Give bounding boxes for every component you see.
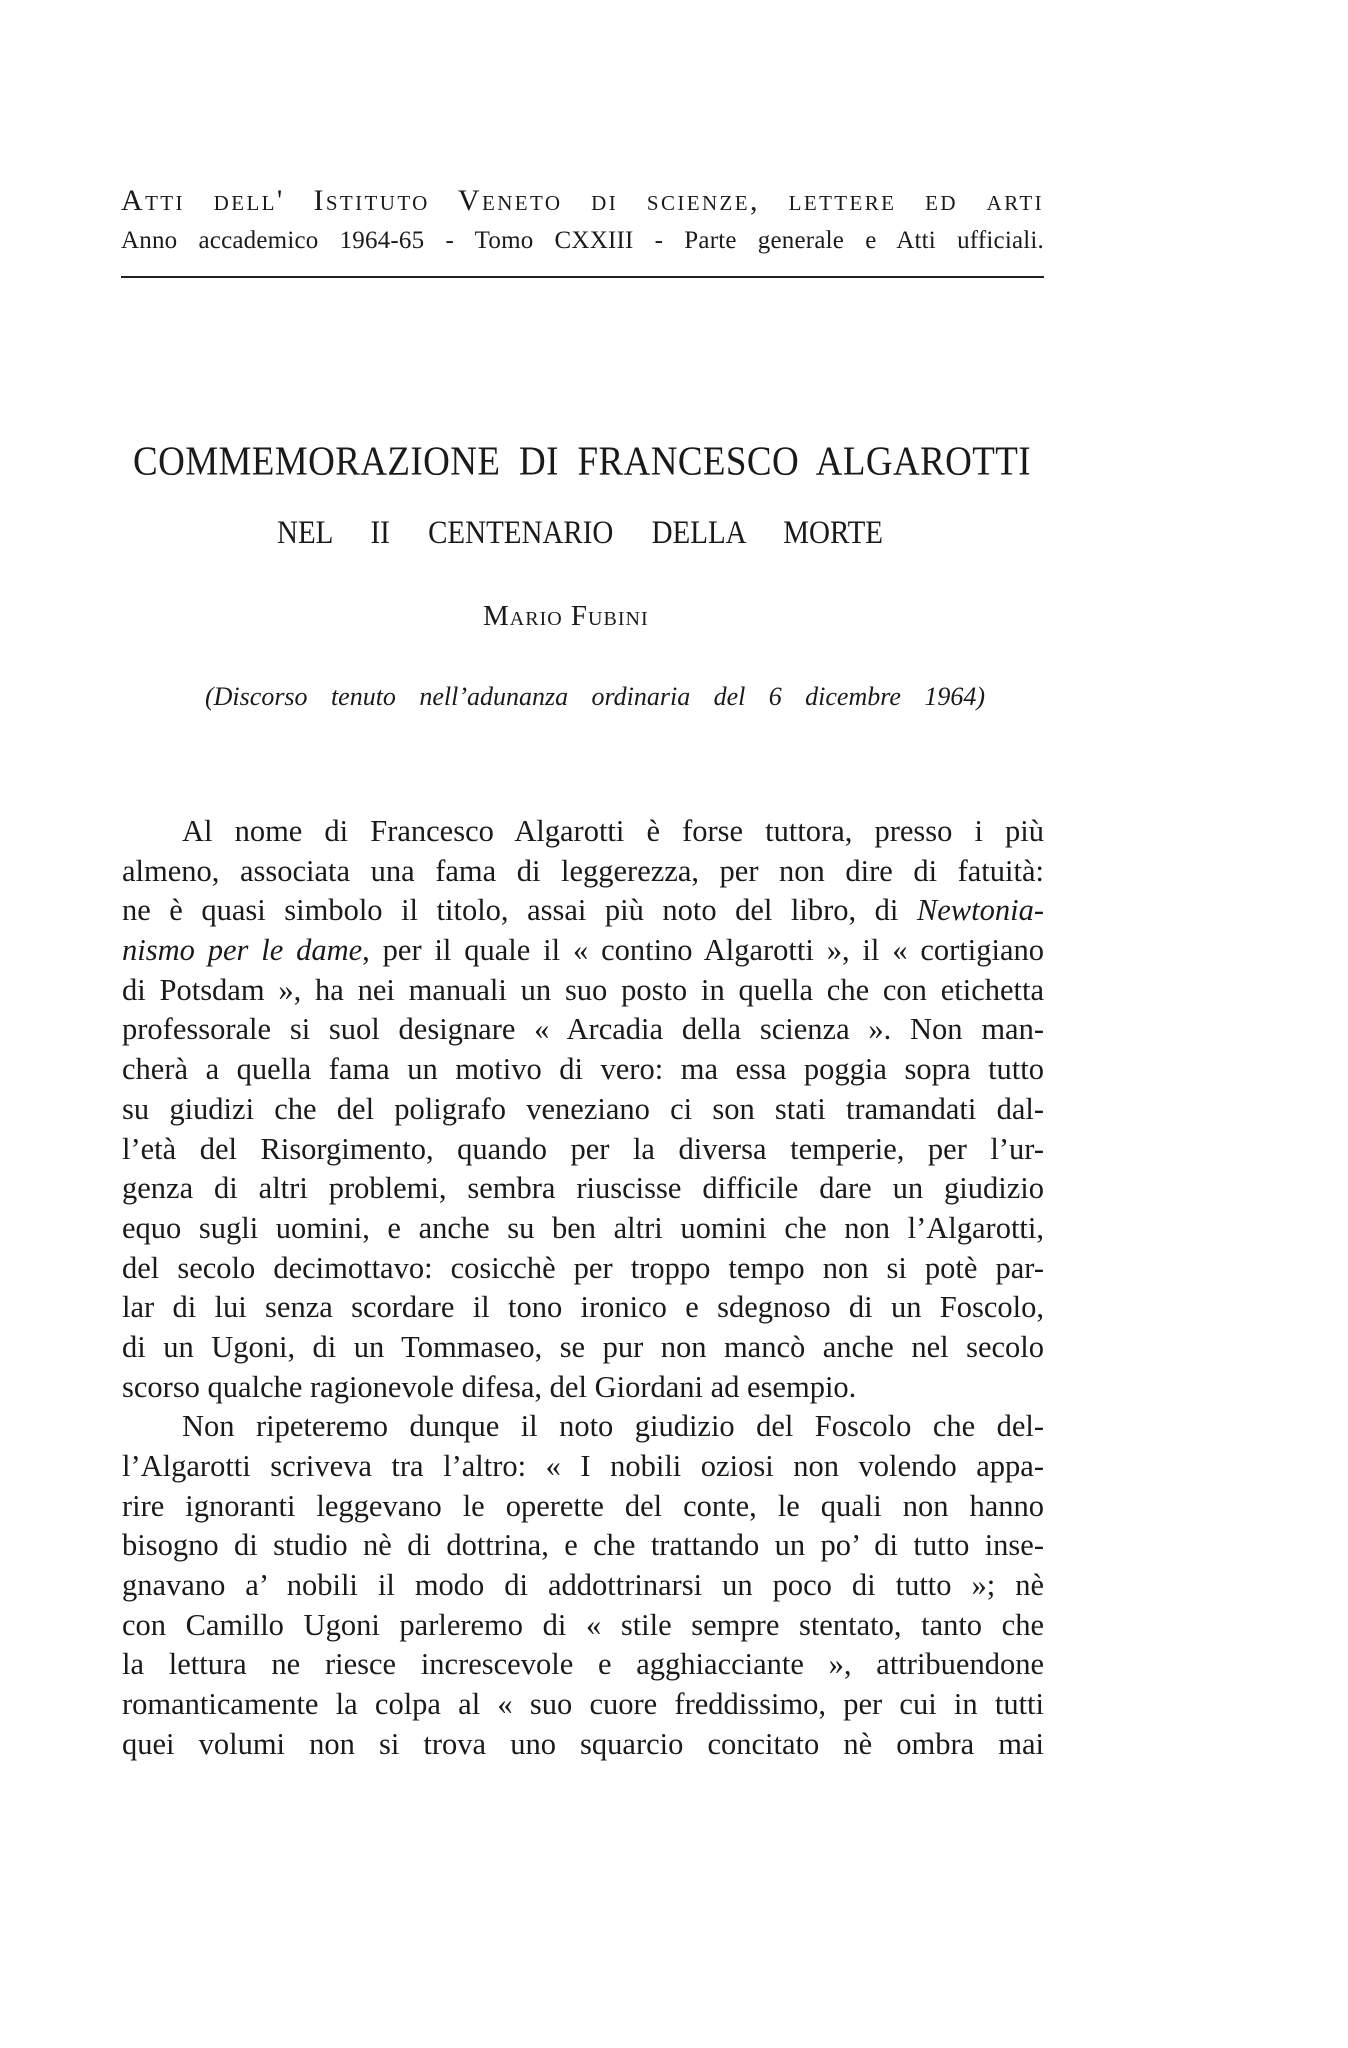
article-author: Mario Fubini (483, 600, 649, 632)
body-line: Al nome di Francesco Algarotti è forse tuttora, presso i più (182, 814, 1044, 848)
body-line: bisogno di studio nè di dottrina, e che trattando un po’ di tutto inse- (122, 1528, 1044, 1563)
journal-title: Atti dell' Istituto Veneto di scienze, lettere ed arti (121, 184, 1044, 217)
body-line: rire ignoranti leggevano le operette del conte, le quali non hanno (122, 1488, 1044, 1523)
body-line: scorso qualche ragionevole difesa, del Giordani ad esempio. (122, 1369, 857, 1404)
body-line: l’età del Risorgimento, quando per la diversa temperie, per l’ur- (122, 1131, 1044, 1166)
body-line: la lettura ne riesce increscevole e agghiacciante », attribuendone (122, 1647, 1044, 1682)
body-line: su giudizi che del poligrafo veneziano ci son stati tramandati dal- (122, 1091, 1044, 1126)
article-subtitle: NEL II CENTENARIO DELLA MORTE (277, 515, 883, 551)
body-line: quei volumi non si trova uno squarcio concitato nè ombra mai (122, 1726, 1044, 1761)
body-line: con Camillo Ugoni parleremo di « stile sempre stentato, tanto che (122, 1607, 1044, 1642)
body-line: l’Algarotti scriveva tra l’altro: « I nobili oziosi non volendo appa- (122, 1449, 1044, 1483)
body-line (122, 931, 1044, 971)
body-line: Non ripeteremo dunque il noto giudizio del Foscolo che del- (182, 1409, 1044, 1444)
body-line: cherà a quella fama un motivo di vero: ma essa poggia sopra tutto (122, 1052, 1044, 1087)
body-line: gnavano a’ nobili il modo di addottrinarsi un poco di tutto »; nè (122, 1568, 1044, 1603)
article-title: COMMEMORAZIONE DI FRANCESCO ALGAROTTI (133, 438, 1031, 485)
body-line: equo sugli uomini, e anche su ben altri uomini che non l’Algarotti, (122, 1210, 1044, 1245)
body-line: almeno, associata una fama di leggerezza, per non dire di fatuità: (122, 853, 1044, 888)
body-line: genza di altri problemi, sembra riuscisse difficile dare un giudizio (122, 1171, 1044, 1206)
journal-issue-line: Anno accademico 1964-65 - Tomo CXXIII - Parte generale e Atti ufficiali. (121, 227, 1044, 254)
body-text-fragment: ne è quasi simbolo il titolo, assai più noto del libro, di (122, 893, 917, 928)
body-line: romanticamente la colpa al « suo cuore freddissimo, per cui in tutti (122, 1687, 1044, 1722)
body-line: lar di lui senza scordare il tono ironico e sdegnoso di un Foscolo, (122, 1290, 1044, 1325)
running-head (121, 184, 1044, 256)
book-title-italic: nismo per le dame (122, 933, 363, 968)
body-line: di Potsdam », ha nei manuali un suo posto in quella che con etichetta (122, 972, 1044, 1007)
body-line: del secolo decimottavo: cosicchè per troppo tempo non si potè par- (122, 1250, 1044, 1285)
body-line: di un Ugoni, di un Tommaseo, se pur non mancò anche nel secolo (122, 1329, 1044, 1364)
article-body (122, 812, 1044, 1765)
article-occasion-note: (Discorso tenuto nell’adunanza ordinaria del 6 dicembre 1964) (205, 682, 985, 711)
book-title-italic: Newtonia- (916, 893, 1044, 928)
body-line: professorale si suol designare « Arcadia della scienza ». Non man- (122, 1012, 1044, 1047)
body-line (122, 891, 1044, 931)
header-rule-divider (121, 276, 1044, 278)
body-text-fragment: , per il quale il « contino Algarotti », il « cortigiano (362, 933, 1044, 968)
